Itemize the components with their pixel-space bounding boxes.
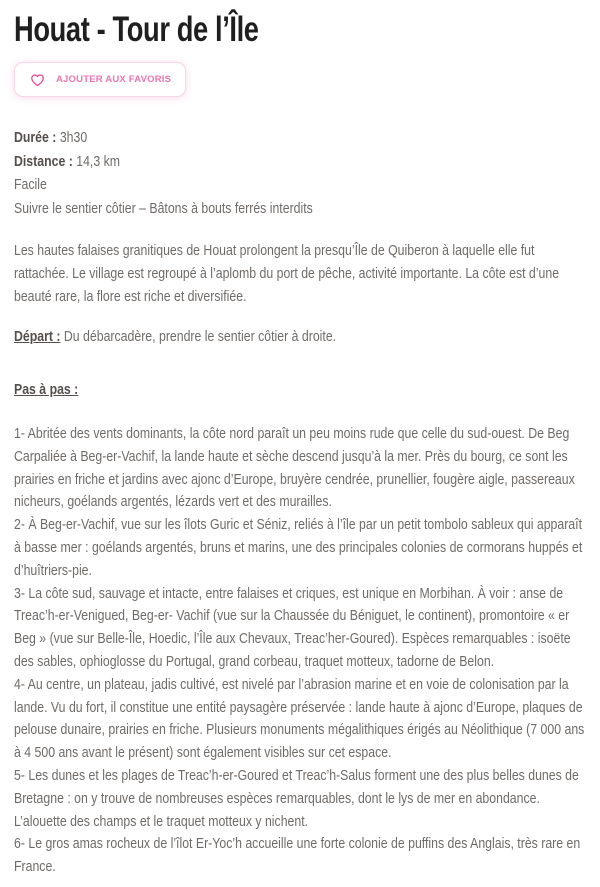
steps-heading [14,379,592,402]
depart-text: Du débarcadère, prendre le sentier côtier à droite. [63,328,337,346]
difficulty-row [14,173,592,197]
advice-row [14,197,592,221]
step-2: 2- À Beg-er-Vachif, vue sur les îlots Guric et Séniz, reliés à l’île par un petit tombolo sableux qui apparaît à basse mer : goélands argentés, bruns et marins, une des principales colonies de cormorans huppés et d’huîtriers-pie. [14,516,583,579]
duration-value: 3h30 [59,129,88,146]
step-5: 5- Les dunes et les plages de Treac’h-er-Goured et Treac’h-Salus forment une des plus belles dunes de Bretagne : on y trouve de nombreuses espèces remarquables, dont le lys de mer en abondance. L’alouette des champs et le traquet motteux y nichent. [14,766,579,830]
duration-row [14,126,592,150]
tour-description: Les hautes falaises granitiques de Houat prolongent la presqu’Île de Quiberon à laquelle elle fut rattachée. Le village est regroupé à l’aplomb du port de pêche, activité importante. La côte est d’une beauté rare, la flore est riche et diversifiée. [14,242,560,305]
page-title: Houat - Tour de l’Île [14,10,259,49]
step-6: 6- Le gros amas rocheux de l’îlot Er-Yoc’h accueille une forte colonie de puffins des Anglais, très rare en France. [14,835,581,876]
tour-meta [14,126,592,220]
step-1: 1- Abritée des vents dominants, la côte nord paraît un peu moins rude que celle du sud-ouest. De Beg Carpaliée à Beg-er-Vachif, la lande haute et sèche descend jusqu’à la mer. Près du bourg, ce sont les prairies en friche et jardins avec ajonc d’Europe, bruyère cendrée, prunellier, fougère aigle, passereaux nicheurs, goélands argentés, lézards vert et des murailles. [14,424,575,511]
difficulty-value: Facile [14,176,47,193]
add-to-favorites-button[interactable] [14,62,186,97]
distance-row [14,150,592,174]
tour-content [14,126,592,879]
distance-label: Distance : [14,152,73,170]
distance-value: 14,3 km [76,152,120,170]
depart-label: Départ : [14,328,61,346]
step-4: 4- Au centre, un plateau, jadis cultivé, est nivelé par l’abrasion marine et en voie de colonisation par la lande. Vu du fort, il constitue une entité paysagère préservée : lande haute à ajonc d’Europe, plaques de pelouse dunaire, prairies en friche. Plusieurs monuments mégalithiques érigés au Néolithique (7 000 ans à 4 500 ans avant le présent) sont également visibles sur cet espace. [14,675,585,762]
depart-row [14,326,592,349]
steps-list [14,423,592,879]
step-3: 3- La côte sud, sauvage et intacte, entre falaises et criques, est unique en Morbihan. À voir : anse de Treac’h-er-Venigued, Beg-er- Vachif (vue sur la Chaussée du Béniguet, le continent), promontoire « er Beg » (vue sur Belle-Île, Hoedic, l’Île aux Chevaux, Treac’her-Goured). Espèces remarquables : isoëte des sables, ophioglosse du Portugal, grand corbeau, traquet motteux, tadorne de Belon. [14,584,571,670]
add-to-favorites-label: AJOUTER AUX FAVORIS [56,74,172,85]
duration-label: Durée : [14,129,57,146]
heart-outline-icon [29,71,46,88]
steps-heading-label: Pas à pas : [14,381,79,399]
advice-text: Suivre le sentier côtier – Bâtons à bouts ferrés interdits [14,199,313,217]
